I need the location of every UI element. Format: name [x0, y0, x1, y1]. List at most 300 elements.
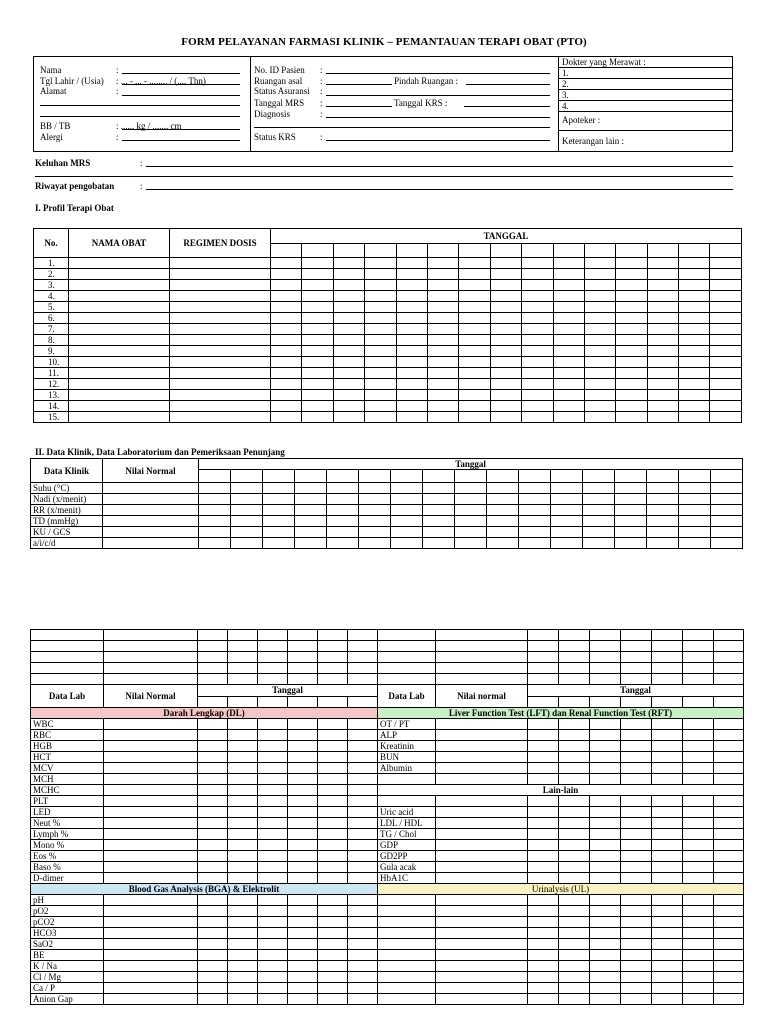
- table-cell[interactable]: [621, 972, 652, 983]
- date-cell[interactable]: [198, 696, 228, 708]
- table-cell[interactable]: [652, 763, 683, 774]
- table-cell[interactable]: [652, 994, 683, 1005]
- table-cell[interactable]: [378, 917, 436, 928]
- table-cell[interactable]: [258, 917, 288, 928]
- table-cell[interactable]: [365, 280, 396, 291]
- table-cell[interactable]: [198, 807, 228, 818]
- table-cell[interactable]: [228, 862, 258, 873]
- table-cell[interactable]: [288, 928, 318, 939]
- table-cell[interactable]: [714, 674, 744, 685]
- table-cell[interactable]: [359, 527, 391, 538]
- table-cell[interactable]: [348, 840, 378, 851]
- table-cell[interactable]: [616, 379, 647, 390]
- table-cell[interactable]: [258, 719, 288, 730]
- table-cell[interactable]: [258, 840, 288, 851]
- table-cell[interactable]: [553, 401, 584, 412]
- table-cell[interactable]: [528, 862, 559, 873]
- table-cell[interactable]: [228, 818, 258, 829]
- date-cell[interactable]: [348, 696, 378, 708]
- table-cell[interactable]: [228, 939, 258, 950]
- table-cell[interactable]: [528, 851, 559, 862]
- table-cell[interactable]: [647, 483, 679, 494]
- table-cell[interactable]: [327, 527, 359, 538]
- table-cell[interactable]: [348, 630, 378, 641]
- table-cell[interactable]: [711, 527, 743, 538]
- table-cell[interactable]: [365, 269, 396, 280]
- date-cell[interactable]: [590, 696, 621, 708]
- table-cell[interactable]: [288, 741, 318, 752]
- date-cell[interactable]: [271, 243, 302, 258]
- table-cell[interactable]: [318, 961, 348, 972]
- table-cell[interactable]: [31, 641, 104, 652]
- table-cell[interactable]: [436, 807, 528, 818]
- table-cell[interactable]: [302, 335, 333, 346]
- table-cell[interactable]: [288, 906, 318, 917]
- table-cell[interactable]: [683, 630, 714, 641]
- date-cell[interactable]: [710, 243, 742, 258]
- table-cell[interactable]: [258, 730, 288, 741]
- table-cell[interactable]: [427, 280, 458, 291]
- table-cell[interactable]: [436, 752, 528, 763]
- table-cell[interactable]: [295, 538, 327, 549]
- table-cell[interactable]: [683, 873, 714, 884]
- table-cell[interactable]: [258, 818, 288, 829]
- date-cell[interactable]: [228, 696, 258, 708]
- table-cell[interactable]: [528, 895, 559, 906]
- table-cell[interactable]: [427, 357, 458, 368]
- table-cell[interactable]: [590, 752, 621, 763]
- table-cell[interactable]: [228, 873, 258, 884]
- table-cell[interactable]: [104, 641, 198, 652]
- table-cell[interactable]: [683, 641, 714, 652]
- table-cell[interactable]: [318, 818, 348, 829]
- date-cell[interactable]: [391, 470, 423, 483]
- table-cell[interactable]: [621, 741, 652, 752]
- table-cell[interactable]: [621, 674, 652, 685]
- table-cell[interactable]: [487, 516, 519, 527]
- date-cell[interactable]: [302, 243, 333, 258]
- table-cell[interactable]: [490, 401, 521, 412]
- table-cell[interactable]: [590, 994, 621, 1005]
- table-cell[interactable]: [683, 663, 714, 674]
- table-cell[interactable]: [302, 401, 333, 412]
- table-cell[interactable]: [258, 663, 288, 674]
- table-cell[interactable]: [528, 961, 559, 972]
- table-cell[interactable]: [590, 774, 621, 785]
- table-cell[interactable]: [228, 895, 258, 906]
- table-cell[interactable]: [519, 538, 551, 549]
- table-cell[interactable]: [621, 895, 652, 906]
- table-cell[interactable]: [359, 538, 391, 549]
- table-cell[interactable]: [69, 302, 170, 313]
- table-cell[interactable]: [288, 752, 318, 763]
- table-cell[interactable]: [228, 741, 258, 752]
- table-cell[interactable]: [318, 641, 348, 652]
- table-cell[interactable]: [396, 335, 427, 346]
- table-cell[interactable]: [522, 280, 553, 291]
- table-cell[interactable]: [711, 494, 743, 505]
- date-cell[interactable]: [487, 470, 519, 483]
- table-cell[interactable]: [528, 730, 559, 741]
- table-cell[interactable]: [396, 368, 427, 379]
- table-cell[interactable]: [288, 862, 318, 873]
- table-cell[interactable]: [318, 994, 348, 1005]
- table-cell[interactable]: [302, 390, 333, 401]
- table-cell[interactable]: [679, 412, 710, 423]
- table-cell[interactable]: [710, 357, 742, 368]
- table-cell[interactable]: [683, 851, 714, 862]
- table-cell[interactable]: [583, 538, 615, 549]
- table-cell[interactable]: [199, 516, 231, 527]
- table-cell[interactable]: [553, 335, 584, 346]
- table-cell[interactable]: [69, 390, 170, 401]
- table-cell[interactable]: [522, 379, 553, 390]
- table-cell[interactable]: [714, 752, 744, 763]
- table-cell[interactable]: [365, 346, 396, 357]
- table-cell[interactable]: [198, 928, 228, 939]
- table-cell[interactable]: [590, 983, 621, 994]
- table-cell[interactable]: [427, 324, 458, 335]
- date-cell[interactable]: [647, 470, 679, 483]
- table-cell[interactable]: [590, 928, 621, 939]
- table-cell[interactable]: [258, 972, 288, 983]
- table-cell[interactable]: [615, 494, 647, 505]
- table-cell[interactable]: [559, 719, 590, 730]
- table-cell[interactable]: [714, 730, 744, 741]
- table-cell[interactable]: [348, 939, 378, 950]
- table-cell[interactable]: [621, 818, 652, 829]
- table-cell[interactable]: [683, 961, 714, 972]
- table-cell[interactable]: [198, 719, 228, 730]
- table-cell[interactable]: [584, 280, 615, 291]
- table-cell[interactable]: [490, 412, 521, 423]
- table-cell[interactable]: [348, 895, 378, 906]
- table-cell[interactable]: [228, 807, 258, 818]
- table-cell[interactable]: [590, 961, 621, 972]
- table-cell[interactable]: [615, 516, 647, 527]
- table-cell[interactable]: [333, 258, 364, 269]
- table-cell[interactable]: [652, 674, 683, 685]
- table-cell[interactable]: [652, 851, 683, 862]
- table-cell[interactable]: [714, 961, 744, 972]
- table-cell[interactable]: [333, 280, 364, 291]
- table-cell[interactable]: [228, 983, 258, 994]
- table-cell[interactable]: [459, 379, 490, 390]
- table-cell[interactable]: [198, 652, 228, 663]
- table-cell[interactable]: [590, 730, 621, 741]
- table-cell[interactable]: [348, 796, 378, 807]
- table-cell[interactable]: [490, 302, 521, 313]
- table-cell[interactable]: [621, 906, 652, 917]
- table-cell[interactable]: [318, 917, 348, 928]
- table-cell[interactable]: [647, 269, 678, 280]
- table-cell[interactable]: [365, 258, 396, 269]
- table-cell[interactable]: [559, 950, 590, 961]
- table-cell[interactable]: [258, 873, 288, 884]
- table-cell[interactable]: [652, 752, 683, 763]
- table-cell[interactable]: [365, 412, 396, 423]
- table-cell[interactable]: [652, 641, 683, 652]
- table-cell[interactable]: [683, 928, 714, 939]
- table-cell[interactable]: [436, 950, 528, 961]
- table-cell[interactable]: [271, 357, 302, 368]
- table-cell[interactable]: [198, 961, 228, 972]
- table-cell[interactable]: [391, 494, 423, 505]
- table-cell[interactable]: [714, 840, 744, 851]
- table-cell[interactable]: [318, 939, 348, 950]
- table-cell[interactable]: [288, 796, 318, 807]
- table-cell[interactable]: [348, 752, 378, 763]
- table-cell[interactable]: [559, 994, 590, 1005]
- table-cell[interactable]: [427, 269, 458, 280]
- table-cell[interactable]: [348, 763, 378, 774]
- table-cell[interactable]: [652, 730, 683, 741]
- table-cell[interactable]: [553, 291, 584, 302]
- table-cell[interactable]: [616, 302, 647, 313]
- table-cell[interactable]: [288, 774, 318, 785]
- table-cell[interactable]: [170, 357, 271, 368]
- table-cell[interactable]: [647, 302, 678, 313]
- table-cell[interactable]: [302, 357, 333, 368]
- table-cell[interactable]: [170, 379, 271, 390]
- table-cell[interactable]: [378, 652, 436, 663]
- table-cell[interactable]: [327, 538, 359, 549]
- table-cell[interactable]: [590, 719, 621, 730]
- table-cell[interactable]: [490, 291, 521, 302]
- table-cell[interactable]: [583, 494, 615, 505]
- table-cell[interactable]: [714, 950, 744, 961]
- table-cell[interactable]: [423, 505, 455, 516]
- table-cell[interactable]: [228, 674, 258, 685]
- table-cell[interactable]: [198, 994, 228, 1005]
- table-cell[interactable]: [327, 483, 359, 494]
- table-cell[interactable]: [436, 928, 528, 939]
- table-cell[interactable]: [710, 302, 742, 313]
- table-cell[interactable]: [365, 379, 396, 390]
- table-cell[interactable]: [683, 774, 714, 785]
- table-cell[interactable]: [333, 368, 364, 379]
- table-cell[interactable]: [647, 291, 678, 302]
- table-cell[interactable]: [258, 652, 288, 663]
- table-cell[interactable]: [348, 641, 378, 652]
- table-cell[interactable]: [679, 258, 710, 269]
- table-cell[interactable]: [710, 379, 742, 390]
- table-cell[interactable]: [459, 258, 490, 269]
- table-cell[interactable]: [436, 719, 528, 730]
- table-cell[interactable]: [683, 796, 714, 807]
- table-cell[interactable]: [528, 652, 559, 663]
- table-cell[interactable]: [396, 291, 427, 302]
- table-cell[interactable]: [104, 873, 198, 884]
- table-cell[interactable]: [528, 928, 559, 939]
- table-cell[interactable]: [258, 928, 288, 939]
- table-cell[interactable]: [714, 630, 744, 641]
- table-cell[interactable]: [528, 972, 559, 983]
- table-cell[interactable]: [378, 961, 436, 972]
- table-cell[interactable]: [198, 840, 228, 851]
- table-cell[interactable]: [104, 674, 198, 685]
- table-cell[interactable]: [228, 917, 258, 928]
- table-cell[interactable]: [559, 917, 590, 928]
- table-cell[interactable]: [519, 527, 551, 538]
- table-cell[interactable]: [679, 390, 710, 401]
- table-cell[interactable]: [616, 401, 647, 412]
- date-cell[interactable]: [199, 470, 231, 483]
- table-cell[interactable]: [231, 483, 263, 494]
- table-cell[interactable]: [528, 630, 559, 641]
- table-cell[interactable]: [295, 494, 327, 505]
- table-cell[interactable]: [459, 368, 490, 379]
- table-cell[interactable]: [378, 928, 436, 939]
- table-cell[interactable]: [652, 939, 683, 950]
- table-cell[interactable]: [318, 785, 348, 796]
- date-cell[interactable]: [231, 470, 263, 483]
- table-cell[interactable]: [271, 280, 302, 291]
- table-cell[interactable]: [104, 906, 198, 917]
- table-cell[interactable]: [348, 873, 378, 884]
- table-cell[interactable]: [714, 774, 744, 785]
- table-cell[interactable]: [714, 807, 744, 818]
- table-cell[interactable]: [647, 516, 679, 527]
- table-cell[interactable]: [228, 663, 258, 674]
- table-cell[interactable]: [679, 538, 711, 549]
- table-cell[interactable]: [69, 346, 170, 357]
- table-cell[interactable]: [710, 280, 742, 291]
- table-cell[interactable]: [714, 994, 744, 1005]
- table-cell[interactable]: [333, 335, 364, 346]
- table-cell[interactable]: [647, 390, 678, 401]
- table-cell[interactable]: [679, 401, 710, 412]
- table-cell[interactable]: [104, 752, 198, 763]
- table-cell[interactable]: [652, 961, 683, 972]
- table-cell[interactable]: [559, 730, 590, 741]
- table-cell[interactable]: [436, 796, 528, 807]
- table-cell[interactable]: [104, 851, 198, 862]
- date-cell[interactable]: [553, 243, 584, 258]
- table-cell[interactable]: [103, 527, 199, 538]
- table-cell[interactable]: [459, 269, 490, 280]
- table-cell[interactable]: [519, 516, 551, 527]
- table-cell[interactable]: [104, 818, 198, 829]
- table-cell[interactable]: [584, 302, 615, 313]
- table-cell[interactable]: [348, 950, 378, 961]
- table-cell[interactable]: [391, 538, 423, 549]
- date-cell[interactable]: [359, 470, 391, 483]
- table-cell[interactable]: [553, 313, 584, 324]
- table-cell[interactable]: [359, 483, 391, 494]
- table-cell[interactable]: [436, 840, 528, 851]
- table-cell[interactable]: [616, 368, 647, 379]
- table-cell[interactable]: [679, 269, 710, 280]
- table-cell[interactable]: [198, 818, 228, 829]
- table-cell[interactable]: [455, 516, 487, 527]
- table-cell[interactable]: [652, 972, 683, 983]
- table-cell[interactable]: [528, 983, 559, 994]
- table-cell[interactable]: [198, 939, 228, 950]
- table-cell[interactable]: [228, 950, 258, 961]
- table-cell[interactable]: [104, 785, 198, 796]
- table-cell[interactable]: [683, 763, 714, 774]
- date-cell[interactable]: [519, 470, 551, 483]
- table-cell[interactable]: [258, 674, 288, 685]
- table-cell[interactable]: [583, 483, 615, 494]
- table-cell[interactable]: [455, 505, 487, 516]
- table-cell[interactable]: [590, 906, 621, 917]
- table-cell[interactable]: [198, 950, 228, 961]
- table-cell[interactable]: [551, 516, 583, 527]
- table-cell[interactable]: [647, 346, 678, 357]
- table-cell[interactable]: [679, 280, 710, 291]
- table-cell[interactable]: [288, 917, 318, 928]
- table-cell[interactable]: [318, 807, 348, 818]
- table-cell[interactable]: [528, 796, 559, 807]
- table-cell[interactable]: [318, 895, 348, 906]
- table-cell[interactable]: [198, 641, 228, 652]
- table-cell[interactable]: [621, 652, 652, 663]
- table-cell[interactable]: [427, 335, 458, 346]
- table-cell[interactable]: [584, 335, 615, 346]
- table-cell[interactable]: [621, 961, 652, 972]
- table-cell[interactable]: [288, 785, 318, 796]
- table-cell[interactable]: [271, 313, 302, 324]
- table-cell[interactable]: [288, 674, 318, 685]
- table-cell[interactable]: [553, 412, 584, 423]
- table-cell[interactable]: [302, 269, 333, 280]
- table-cell[interactable]: [487, 494, 519, 505]
- table-cell[interactable]: [621, 641, 652, 652]
- table-cell[interactable]: [258, 807, 288, 818]
- table-cell[interactable]: [652, 862, 683, 873]
- table-cell[interactable]: [583, 527, 615, 538]
- table-cell[interactable]: [170, 302, 271, 313]
- table-cell[interactable]: [263, 483, 295, 494]
- table-cell[interactable]: [228, 961, 258, 972]
- date-cell[interactable]: [455, 470, 487, 483]
- table-cell[interactable]: [170, 324, 271, 335]
- table-cell[interactable]: [318, 630, 348, 641]
- table-cell[interactable]: [228, 928, 258, 939]
- table-cell[interactable]: [258, 862, 288, 873]
- table-cell[interactable]: [198, 774, 228, 785]
- table-cell[interactable]: [348, 652, 378, 663]
- table-cell[interactable]: [104, 741, 198, 752]
- table-cell[interactable]: [391, 516, 423, 527]
- table-cell[interactable]: [621, 917, 652, 928]
- table-cell[interactable]: [683, 983, 714, 994]
- table-cell[interactable]: [714, 972, 744, 983]
- table-cell[interactable]: [295, 527, 327, 538]
- table-cell[interactable]: [714, 851, 744, 862]
- table-cell[interactable]: [318, 840, 348, 851]
- table-cell[interactable]: [553, 357, 584, 368]
- table-cell[interactable]: [258, 895, 288, 906]
- table-cell[interactable]: [318, 829, 348, 840]
- table-cell[interactable]: [318, 741, 348, 752]
- table-cell[interactable]: [198, 873, 228, 884]
- table-cell[interactable]: [647, 379, 678, 390]
- table-cell[interactable]: [258, 829, 288, 840]
- table-cell[interactable]: [228, 774, 258, 785]
- table-cell[interactable]: [198, 983, 228, 994]
- table-cell[interactable]: [348, 774, 378, 785]
- table-cell[interactable]: [559, 862, 590, 873]
- table-cell[interactable]: [396, 324, 427, 335]
- table-cell[interactable]: [487, 505, 519, 516]
- table-cell[interactable]: [679, 368, 710, 379]
- table-cell[interactable]: [714, 719, 744, 730]
- table-cell[interactable]: [318, 763, 348, 774]
- table-cell[interactable]: [714, 928, 744, 939]
